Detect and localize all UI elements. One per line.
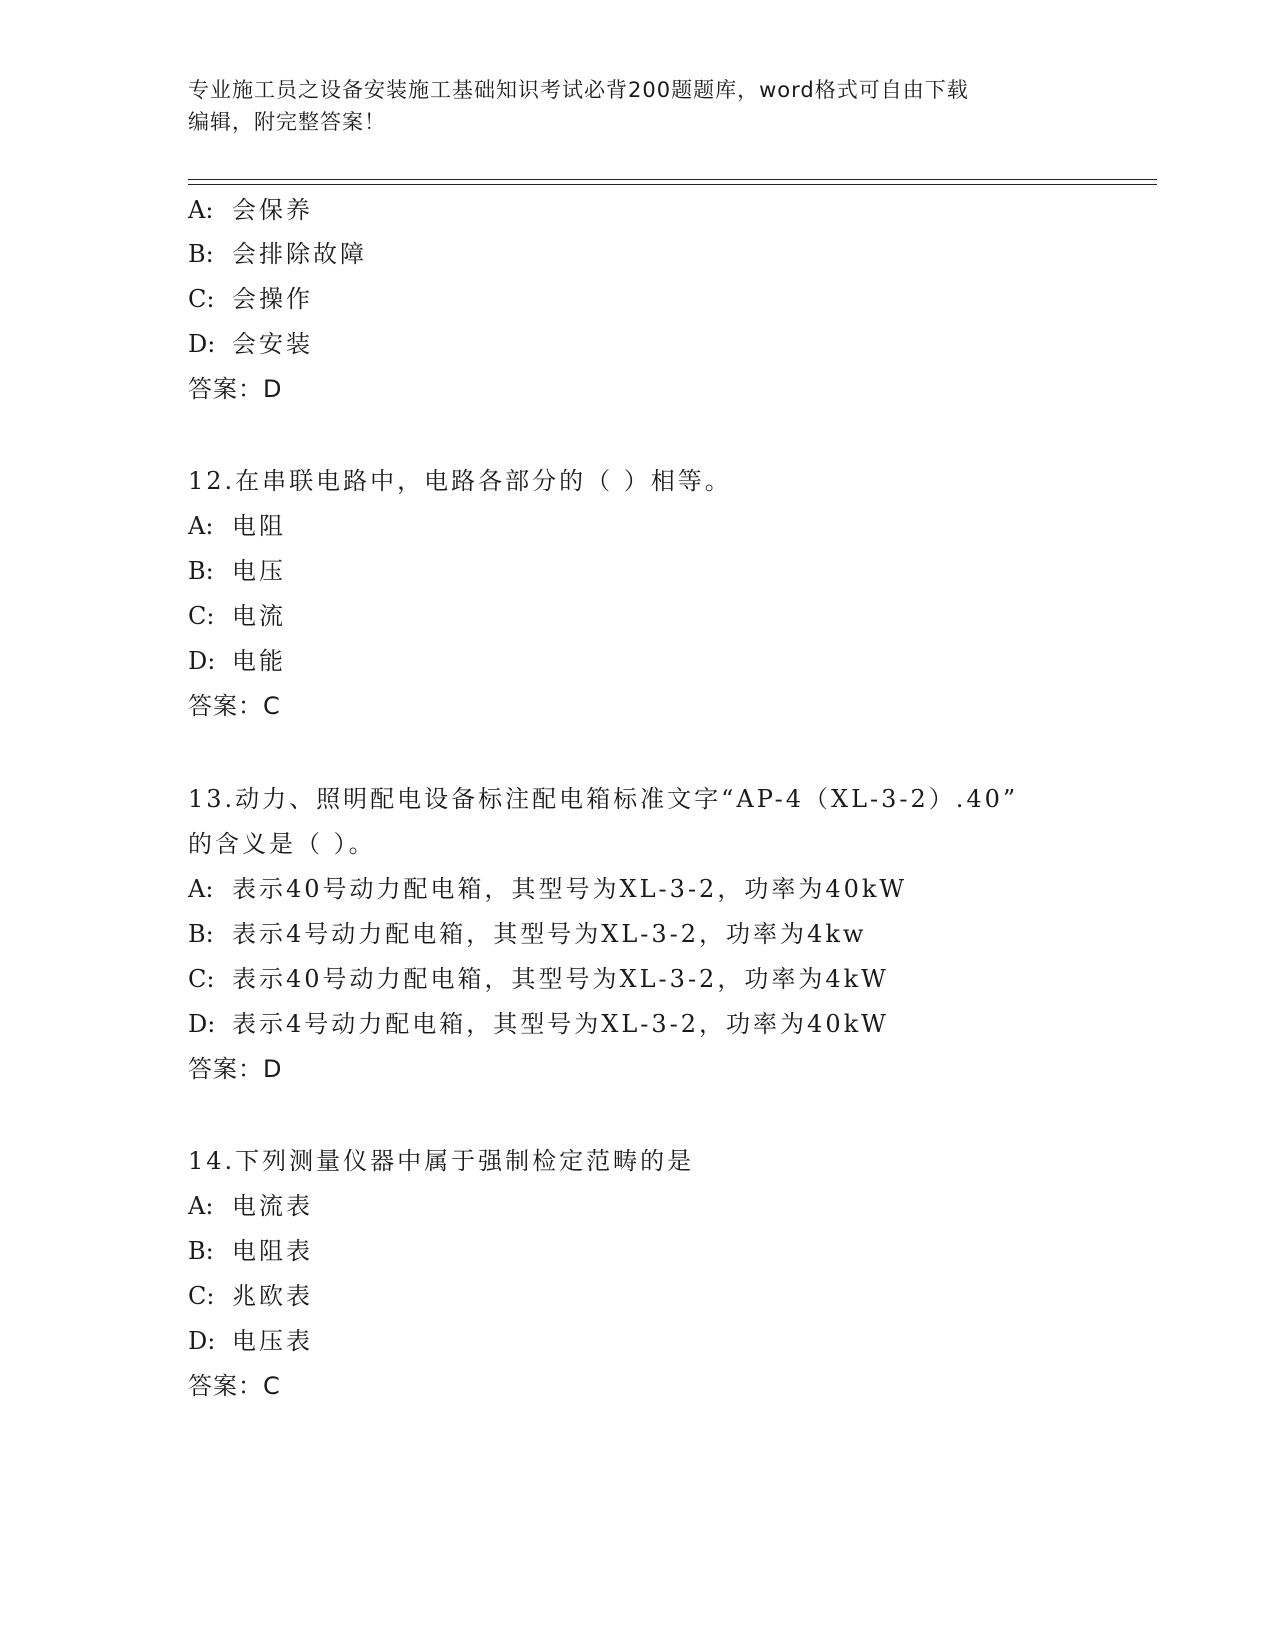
option-prefix: A: [188,1192,214,1220]
q13-question-line-1: 13.动力、照明配电设备标注配电箱标准文字“AP-4（XL-3-2）.40” [188,785,1019,813]
q14-option-c [188,1281,313,1311]
option-prefix: C: [188,965,215,993]
q13-answer: 答案：D [188,1055,283,1083]
q12-option-d [188,646,286,676]
header-line-1: 专业施工员之设备安装施工基础知识考试必背200题题库，word格式可自由下载 [188,78,969,102]
q11-option-b [188,239,367,269]
q13-option-a [188,874,907,904]
option-text: 会保养 [232,196,313,224]
option-prefix: B: [188,1237,214,1265]
option-text: 会操作 [232,285,313,313]
option-text: 会排除故障 [232,240,367,268]
document-header [188,74,1078,138]
q11-answer: 答案：D [188,375,283,403]
option-text: 电阻表 [232,1237,313,1265]
q11-option-c [188,284,313,314]
option-text: 表示4号动力配电箱，其型号为XL-3-2，功率为40kW [232,1010,889,1038]
q12-option-c [188,601,286,631]
option-text: 表示4号动力配电箱，其型号为XL-3-2，功率为4kw [232,920,867,948]
option-prefix: A: [188,875,214,903]
q14-option-d [188,1326,313,1356]
q13-option-b [188,919,866,949]
q13-option-c [188,964,889,994]
option-prefix: D: [188,647,216,675]
header-divider-bottom [188,184,1157,185]
option-prefix: B: [188,557,214,585]
option-prefix: C: [188,602,215,630]
option-text: 电能 [232,647,286,675]
q13-option-d [188,1009,889,1039]
q12-option-b [188,556,286,586]
q14-answer: 答案：C [188,1372,281,1400]
option-prefix: A: [188,512,214,540]
q13-question-line-2: 的含义是（ ）。 [188,830,376,858]
option-text: 电流 [232,602,286,630]
option-prefix: B: [188,920,214,948]
header-line-2: 编辑，附完整答案！ [188,110,386,134]
option-prefix: C: [188,1282,215,1310]
q12-question: 12.在串联电路中，电路各部分的（ ）相等。 [188,467,732,495]
q11-option-a [188,195,313,225]
option-text: 表示40号动力配电箱，其型号为XL-3-2，功率为4kW [232,965,889,993]
option-prefix: D: [188,330,216,358]
option-prefix: A: [188,196,214,224]
q14-question: 14.下列测量仪器中属于强制检定范畴的是 [188,1147,695,1175]
q11-option-d [188,329,313,359]
option-text: 兆欧表 [232,1282,313,1310]
option-prefix: D: [188,1327,216,1355]
header-divider-top [188,179,1157,180]
option-text: 电压 [232,557,286,585]
option-text: 电阻 [232,512,286,540]
q12-option-a [188,511,286,541]
option-text: 电流表 [232,1192,313,1220]
option-text: 电压表 [232,1327,313,1355]
q14-option-a [188,1191,313,1221]
q12-answer: 答案：C [188,692,281,720]
option-text: 表示40号动力配电箱，其型号为XL-3-2，功率为40kW [232,875,908,903]
option-prefix: D: [188,1010,216,1038]
option-prefix: B: [188,240,214,268]
option-text: 会安装 [232,330,313,358]
q14-option-b [188,1236,313,1266]
option-prefix: C: [188,285,215,313]
